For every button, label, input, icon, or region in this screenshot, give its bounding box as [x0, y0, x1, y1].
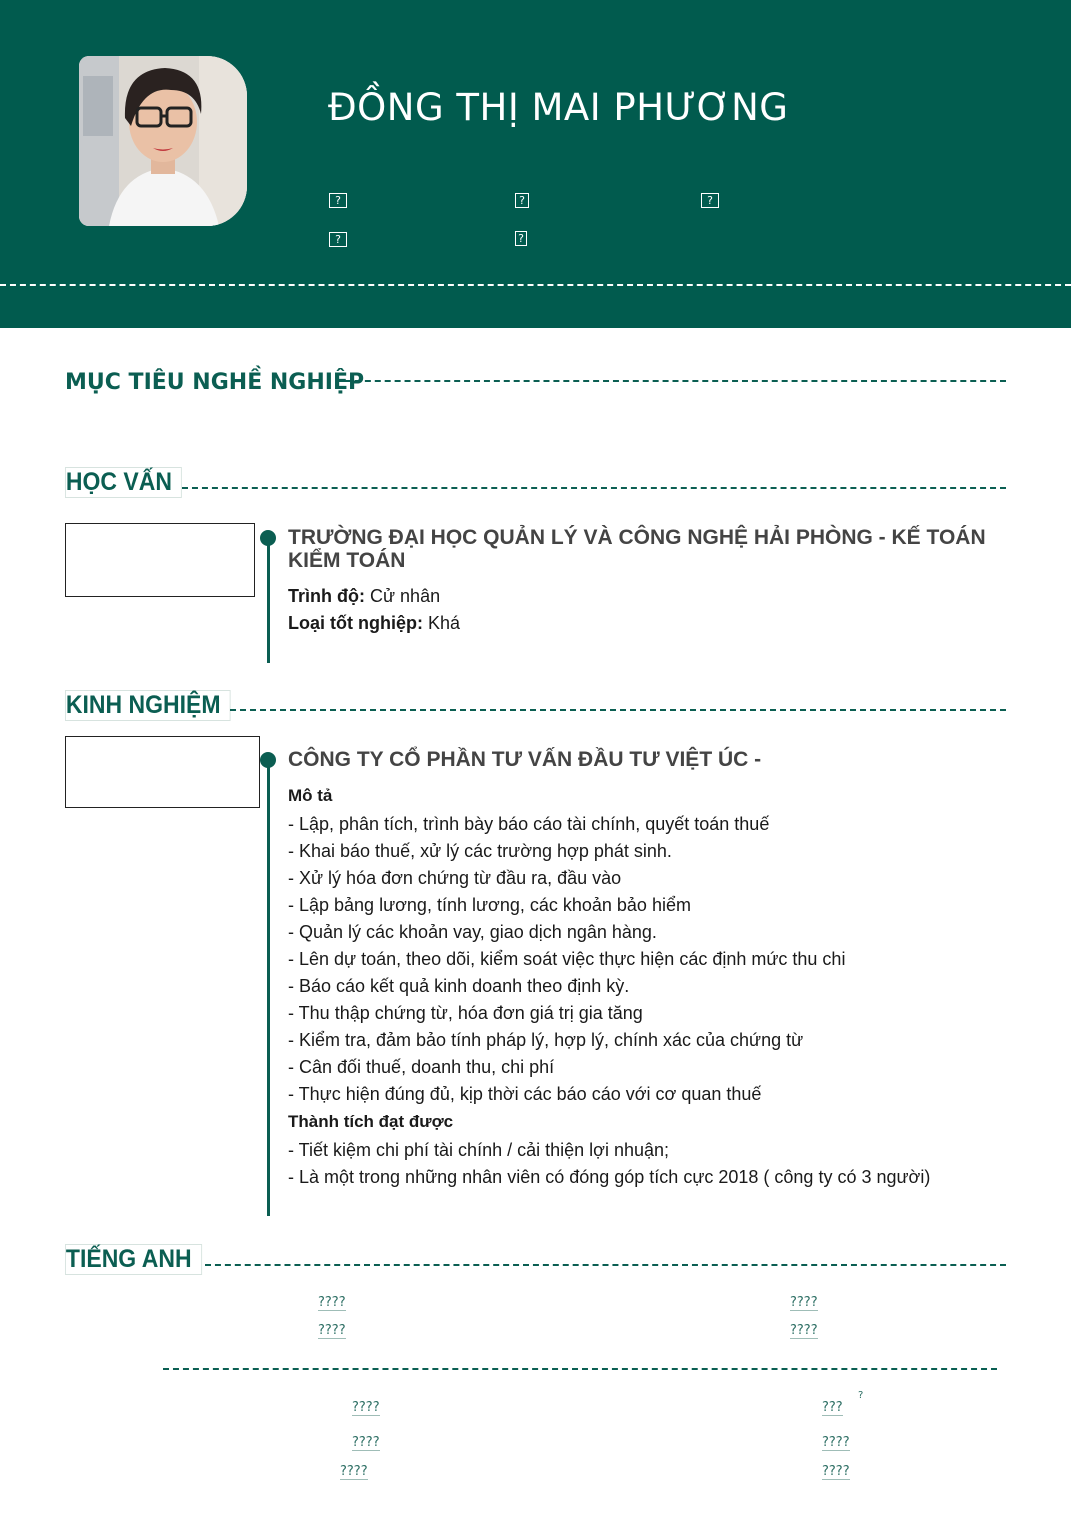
description-item: - Báo cáo kết quả kinh doanh theo định kỳ.	[288, 976, 630, 996]
description-item: - Lập bảng lương, tính lương, các khoản bảo hiểm	[288, 895, 691, 915]
education-level-value: Cử nhân	[370, 586, 441, 606]
experience-date-box	[65, 736, 260, 808]
english-skill-glyph: ????	[340, 1464, 368, 1479]
description-item: - Lập, phân tích, trình bày báo cáo tài chính, quyết toán thuế	[288, 814, 770, 834]
education-level	[288, 586, 440, 607]
english-skill-glyph: ???	[822, 1400, 843, 1415]
description-item: - Quản lý các khoản vay, giao dịch ngân hàng.	[288, 922, 657, 942]
section-title-education: HỌC VẤN	[65, 467, 182, 498]
description-item: - Lên dự toán, theo dõi, kiểm soát việc thực hiện các định mức thu chi	[288, 949, 846, 969]
english-skill-glyph: ????	[822, 1435, 850, 1450]
education-grade-label: Loại tốt nghiệp:	[288, 613, 423, 633]
experience-description-label: Mô tả	[288, 786, 333, 805]
english-divider	[163, 1368, 997, 1370]
education-grade	[288, 613, 460, 634]
header-divider	[0, 284, 1071, 286]
education-school: TRƯỜNG ĐẠI HỌC QUẢN LÝ VÀ CÔNG NGHỆ HẢI PHÒNG - KẾ TOÁN KIỂM TOÁN	[288, 526, 986, 572]
experience-achievements-label: Thành tích đạt được	[288, 1112, 454, 1131]
section-divider-objective	[345, 380, 1006, 382]
description-item: - Thu thập chứng từ, hóa đơn giá trị gia tăng	[288, 1003, 643, 1023]
english-skill-glyph: ????	[352, 1400, 380, 1415]
section-divider-english	[205, 1264, 1006, 1266]
education-date-box	[65, 523, 255, 597]
description-item: - Cân đối thuế, doanh thu, chi phí	[288, 1057, 555, 1077]
header-banner	[0, 0, 1071, 328]
section-divider-experience	[230, 709, 1006, 711]
english-skill-glyph: ????	[790, 1323, 818, 1338]
education-timeline	[267, 537, 270, 663]
website-icon: ?	[515, 231, 527, 246]
section-title-experience: KINH NGHIỆM	[65, 690, 231, 721]
english-superscript: ?	[858, 1390, 864, 1401]
section-title-objective: MỤC TIÊU NGHỀ NGHIỆP	[65, 370, 365, 395]
english-skill-glyph: ????	[318, 1295, 346, 1310]
education-level-label: Trình độ:	[288, 586, 365, 606]
achievement-item: - Tiết kiệm chi phí tài chính / cải thiện lợi nhuận;	[288, 1140, 669, 1160]
profile-photo-image	[79, 56, 247, 226]
english-skill-glyph: ????	[790, 1295, 818, 1310]
english-skill-glyph: ????	[822, 1464, 850, 1479]
candidate-name: ĐỒNG THỊ MAI PHƯƠNG	[328, 86, 789, 129]
achievement-item: - Là một trong những nhân viên có đóng góp tích cực 2018 ( công ty có 3 người)	[288, 1167, 931, 1187]
description-item: - Thực hiện đúng đủ, kịp thời các báo cáo với cơ quan thuế	[288, 1084, 762, 1104]
calendar-icon: ?	[701, 193, 719, 208]
profile-photo	[79, 56, 247, 226]
experience-timeline	[267, 760, 270, 1216]
section-divider-education	[182, 487, 1006, 489]
education-grade-value: Khá	[428, 613, 461, 633]
section-title-english: TIẾNG ANH	[65, 1244, 202, 1275]
location-icon: ?	[329, 232, 347, 247]
experience-timeline-dot	[260, 752, 276, 768]
description-item: - Khai báo thuế, xử lý các trường hợp phát sinh.	[288, 841, 672, 861]
english-skill-glyph: ????	[352, 1435, 380, 1450]
experience-company: CÔNG TY CỔ PHẦN TƯ VẤN ĐẦU TƯ VIỆT ÚC -	[288, 748, 762, 771]
description-item: - Xử lý hóa đơn chứng từ đầu ra, đầu vào	[288, 868, 622, 888]
email-icon: ?	[515, 193, 529, 208]
phone-icon: ?	[329, 193, 347, 208]
education-timeline-dot	[260, 530, 276, 546]
english-skill-glyph: ????	[318, 1323, 346, 1338]
description-item: - Kiểm tra, đảm bảo tính pháp lý, hợp lý, chính xác của chứng từ	[288, 1030, 804, 1050]
